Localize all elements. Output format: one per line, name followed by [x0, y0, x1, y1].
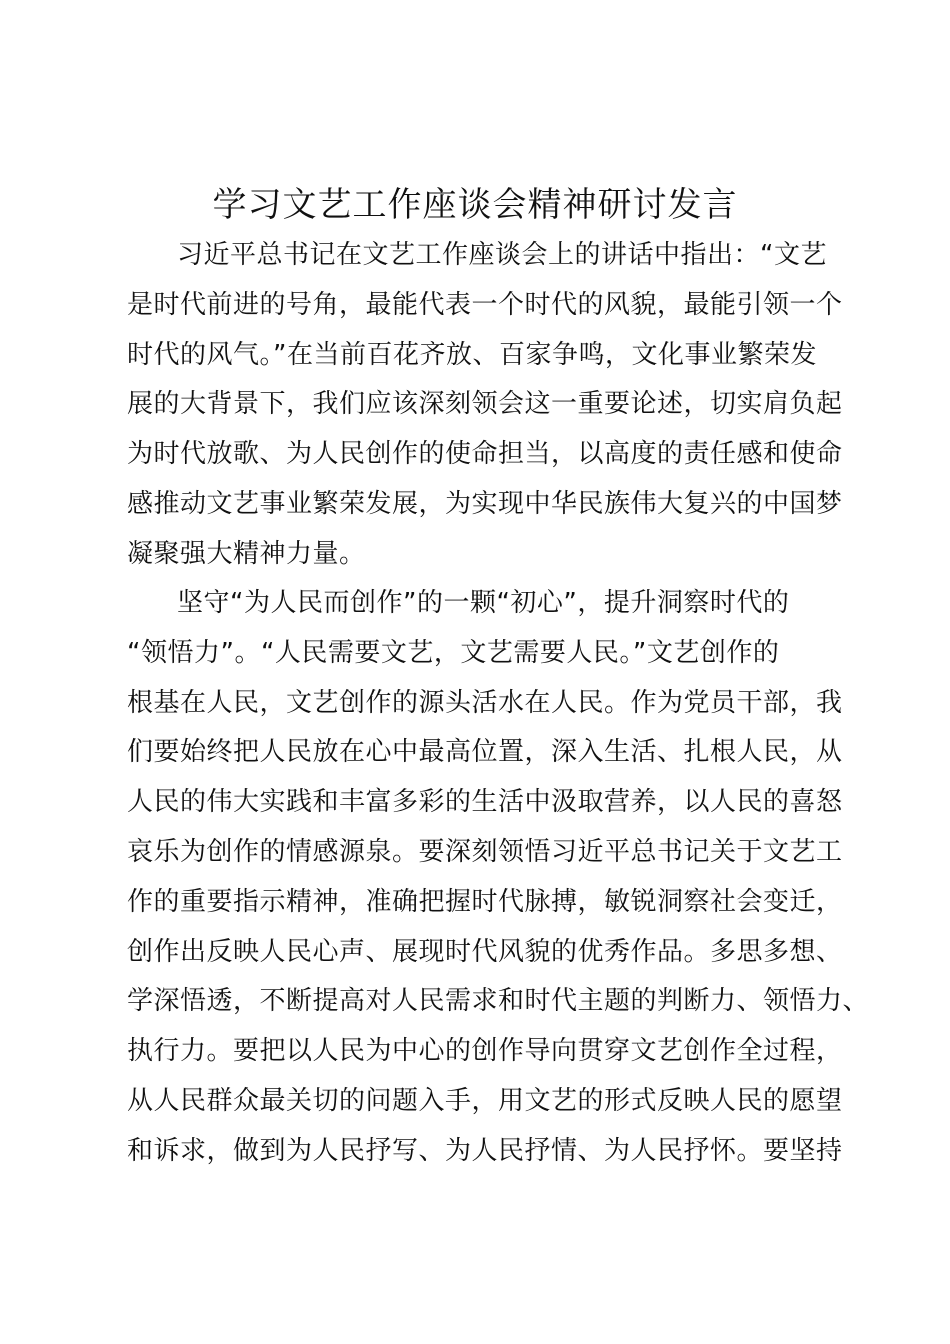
paragraph-line: 习近平总书记在文艺工作座谈会上的讲话中指出：“文艺	[177, 240, 827, 270]
paragraph-line: 和诉求，做到为人民抒写、为人民抒情、为人民抒怀。要坚持	[127, 1135, 843, 1166]
paragraph-line: 为时代放歌、为人民创作的使命担当，以高度的责任感和使命	[127, 439, 843, 470]
paragraph-1	[127, 231, 847, 580]
paragraph-2	[127, 579, 870, 1177]
paragraph-line: 哀乐为创作的情感源泉。要深刻领悟习近平总书记关于文艺工	[127, 836, 843, 867]
paragraph-line: 们要始终把人民放在心中最高位置，深入生活、扎根人民，从	[127, 737, 843, 768]
paragraph-line: “领悟力”。“人民需要文艺，文艺需要人民。”文艺创作的	[127, 637, 780, 668]
paragraph-line: 学深悟透，不断提高对人民需求和时代主题的判断力、领悟力、	[127, 986, 870, 1017]
paragraph-line: 展的大背景下，我们应该深刻领会这一重要论述，切实肩负起	[127, 389, 843, 420]
paragraph-line: 创作出反映人民心声、展现时代风貌的优秀作品。多思多想、	[127, 936, 843, 967]
paragraph-line: 作的重要指示精神，准确把握时代脉搏，敏锐洞察社会变迁，	[127, 886, 843, 917]
paragraph-line: 坚守“为人民而创作”的一颗“初心”，提升洞察时代的	[177, 588, 790, 618]
paragraph-line: 执行力。要把以人民为中心的创作导向贯穿文艺创作全过程，	[127, 1036, 843, 1067]
document-title: 学习文艺工作座谈会精神研讨发言	[212, 185, 738, 225]
paragraph-line: 根基在人民，文艺创作的源头活水在人民。作为党员干部，我	[127, 687, 843, 718]
paragraph-line: 感推动文艺事业繁荣发展，为实现中华民族伟大复兴的中国梦	[127, 488, 843, 519]
paragraph-line: 时代的风气。”在当前百花齐放、百家争鸣，文化事业繁荣发	[127, 339, 817, 370]
paragraph-line: 凝聚强大精神力量。	[127, 538, 366, 569]
paragraph-line: 是时代前进的号角，最能代表一个时代的风貌，最能引领一个	[127, 289, 843, 320]
paragraph-line: 人民的伟大实践和丰富多彩的生活中汲取营养，以人民的喜怒	[127, 787, 843, 818]
paragraph-line: 从人民群众最关切的问题入手，用文艺的形式反映人民的愿望	[127, 1085, 843, 1116]
